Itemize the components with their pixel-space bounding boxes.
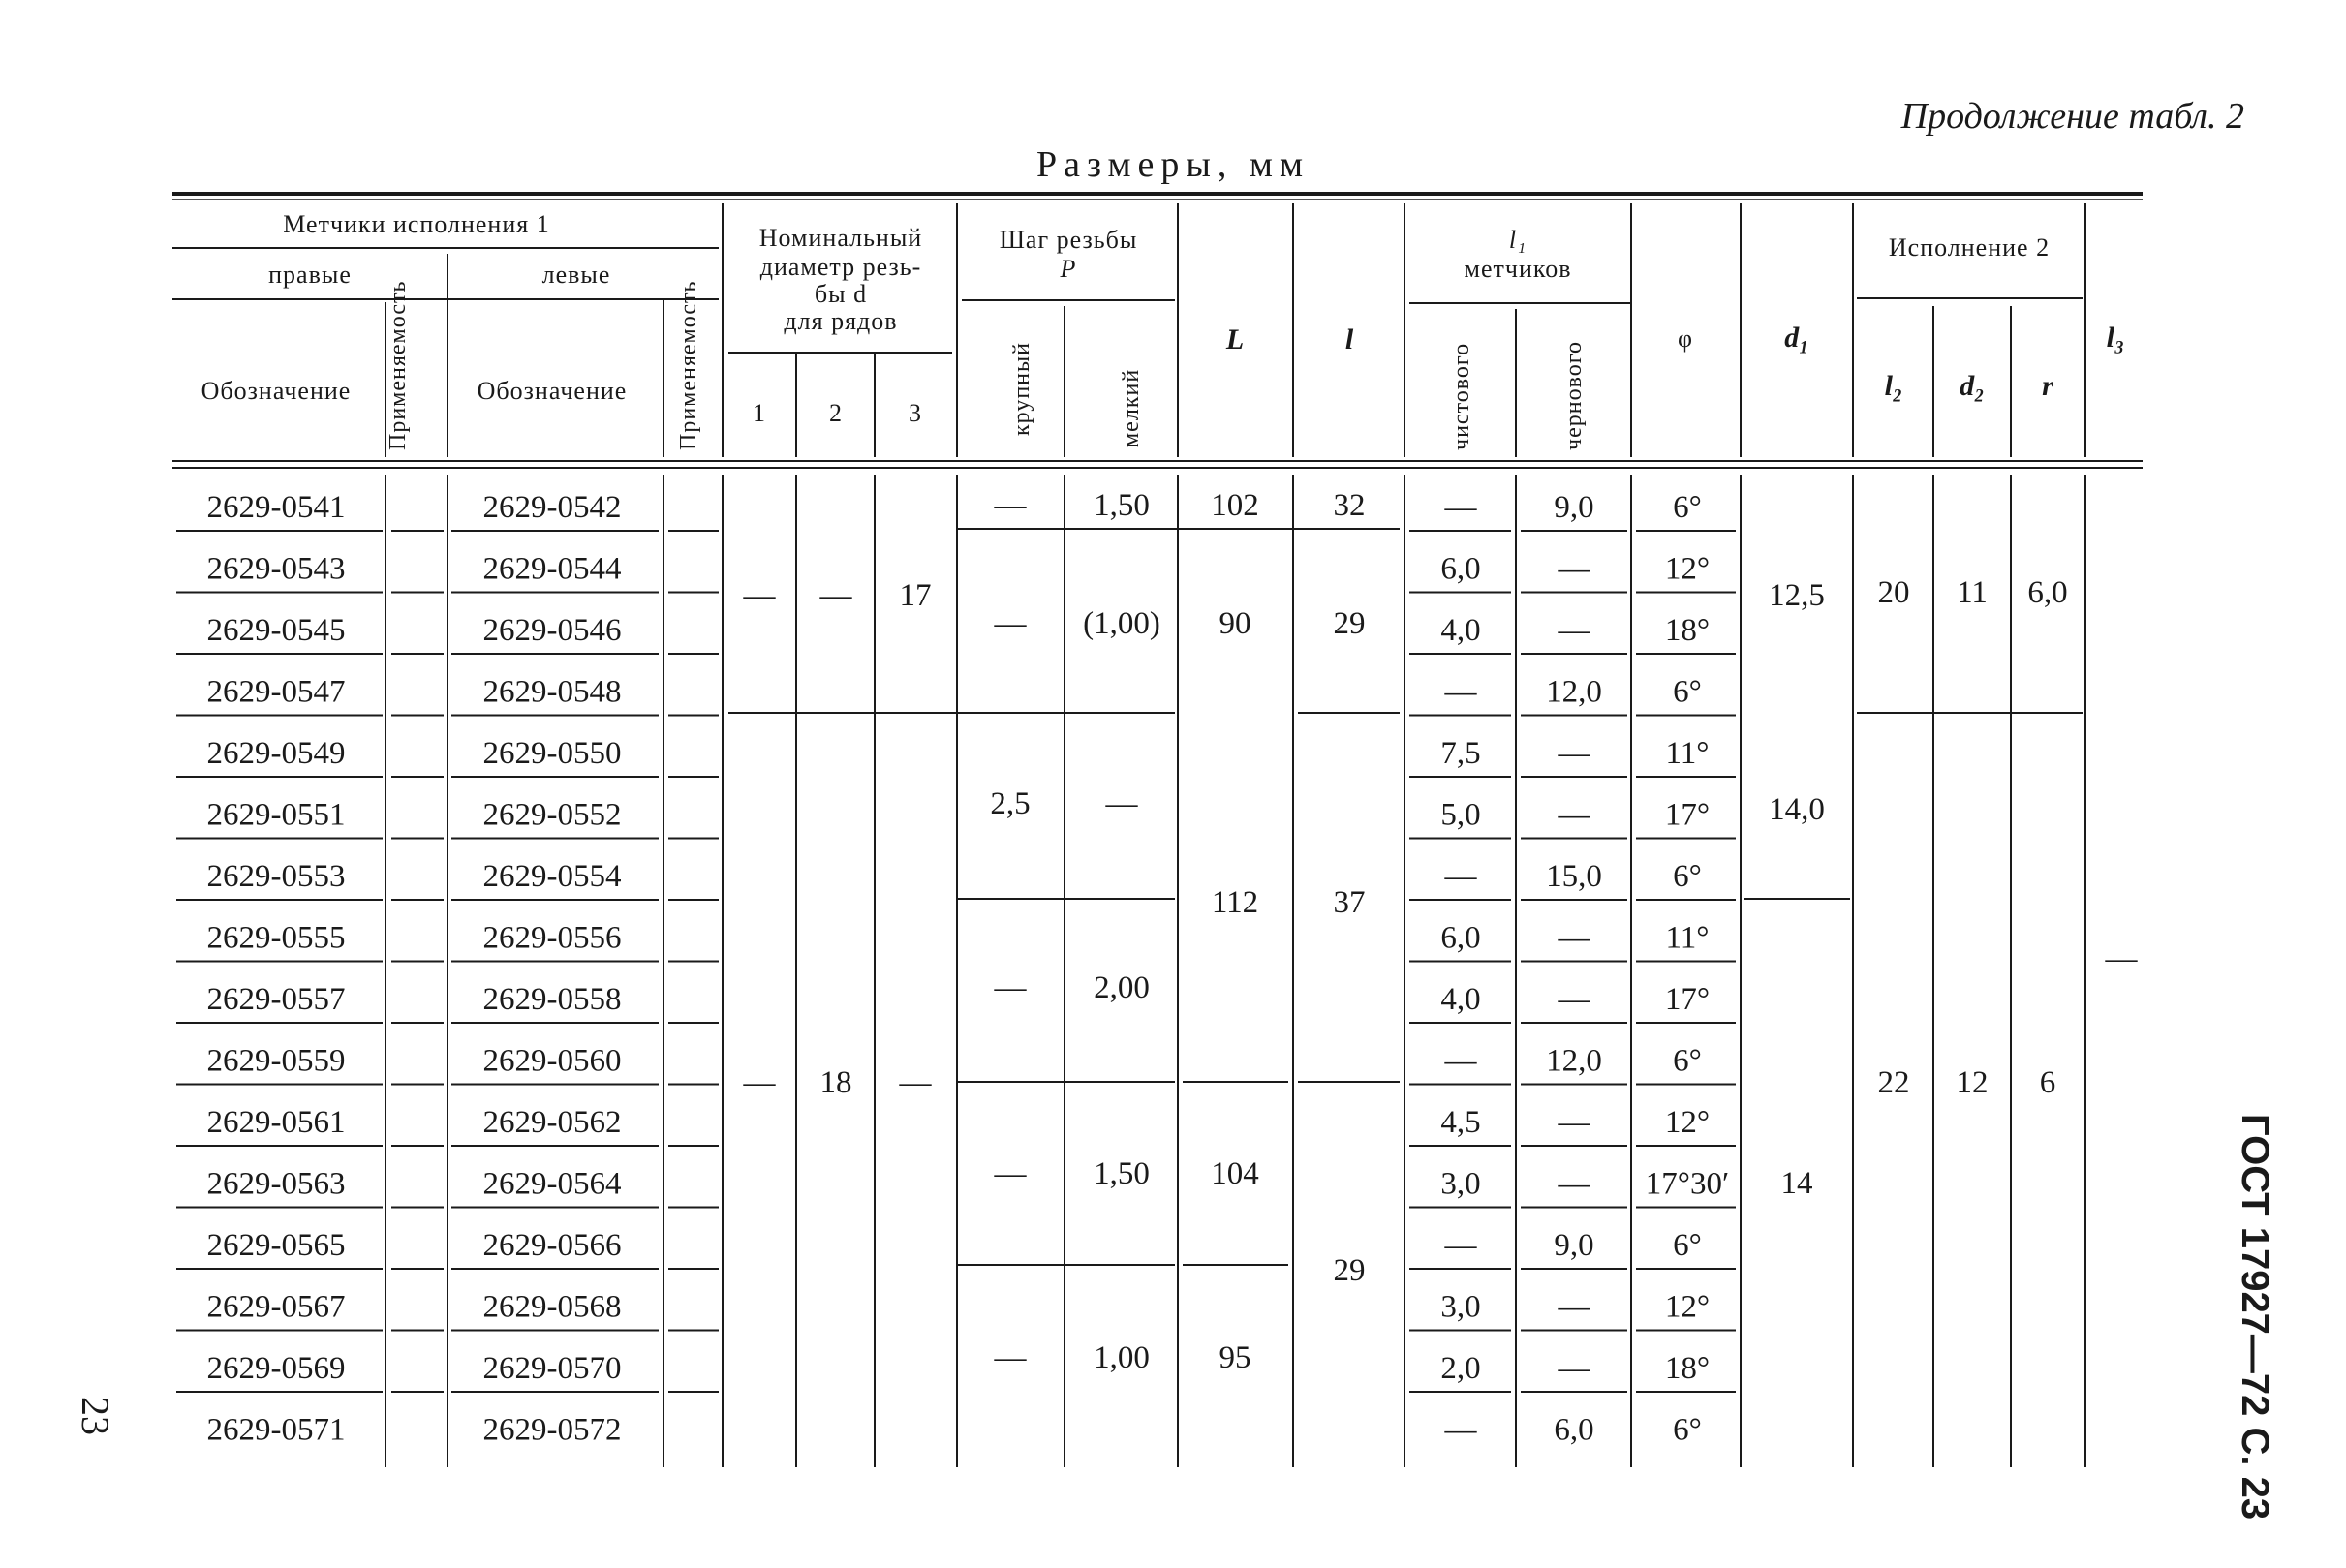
cell-l1-rough: — — [1558, 1105, 1590, 1140]
cell-phi: 17° — [1664, 982, 1711, 1017]
cell-left: 2629-0570 — [482, 1351, 622, 1386]
table-row — [207, 1351, 1711, 1386]
d2-b: 12 — [1956, 1065, 1989, 1100]
cell-phi: 6° — [1673, 490, 1702, 525]
cell-left: 2629-0562 — [482, 1105, 622, 1140]
cell-phi: 11° — [1665, 920, 1710, 956]
cell-phi: 6° — [1673, 1412, 1702, 1448]
cell-phi: 6° — [1673, 674, 1702, 710]
cell-l1-fin: 2,0 — [1440, 1351, 1481, 1386]
dia-row3-group2: — — [899, 1065, 932, 1100]
cell-l1-rough: 15,0 — [1546, 859, 1602, 894]
cell-right: 2629-0557 — [206, 982, 346, 1017]
continuation-label: Продолжение табл. 2 — [1900, 96, 2244, 137]
cell-l1-rough: — — [1558, 982, 1590, 1017]
cell-right: 2629-0553 — [206, 859, 346, 894]
table-lines — [172, 194, 2143, 1467]
cell-phi: 11° — [1665, 736, 1710, 771]
header-applicability-right: Применяемость — [386, 280, 411, 450]
l2-b: 22 — [1877, 1065, 1910, 1100]
cell-phi: 18° — [1664, 1351, 1711, 1386]
l-d: 29 — [1333, 1253, 1366, 1288]
r-a: 6,0 — [2027, 575, 2068, 610]
cell-phi: 12° — [1664, 1105, 1711, 1140]
header-fine: мелкий — [1119, 368, 1144, 447]
cell-l1-rough: — — [1558, 613, 1590, 648]
header-applicability-left: Применяемость — [676, 280, 701, 450]
cell-l1-rough: — — [1558, 1166, 1590, 1202]
cell-left: 2629-0564 — [482, 1166, 622, 1202]
cell-left: 2629-0546 — [482, 613, 622, 648]
cell-phi: 12° — [1664, 1289, 1711, 1325]
cell-l1-rough: — — [1558, 736, 1590, 771]
cell-right: 2629-0541 — [206, 490, 346, 525]
table-row — [207, 675, 1702, 710]
header-right: правые — [268, 261, 352, 289]
cell-right: 2629-0559 — [206, 1043, 346, 1079]
cell-l1-rough: 9,0 — [1554, 490, 1594, 525]
l3-value: — — [2105, 941, 2138, 976]
table-row — [207, 1167, 1730, 1202]
table-row — [207, 613, 1711, 648]
cell-right: 2629-0547 — [206, 674, 346, 710]
d1-b: 14,0 — [1769, 792, 1825, 827]
coarse-d: — — [994, 970, 1027, 1005]
cell-right: 2629-0543 — [206, 551, 346, 587]
header-coarse: крупный — [1009, 342, 1034, 436]
cell-l1-rough: — — [1558, 551, 1590, 587]
fine-e: 1,50 — [1094, 1156, 1150, 1191]
cell-l1-rough: — — [1558, 920, 1590, 956]
cell-l1-fin: 4,5 — [1440, 1105, 1481, 1140]
cell-phi: 12° — [1664, 551, 1711, 587]
cell-l1-fin: — — [1444, 1228, 1477, 1263]
cell-l1-rough: 6,0 — [1554, 1412, 1594, 1448]
cell-phi: 6° — [1673, 859, 1702, 894]
cell-right: 2629-0551 — [206, 797, 346, 833]
cell-l1-rough: — — [1558, 1289, 1590, 1325]
cell-left: 2629-0556 — [482, 920, 622, 956]
table-body — [207, 490, 1730, 1448]
header-row-1: 1 — [753, 399, 766, 427]
header-roughing: чернового — [1561, 341, 1587, 450]
header-d2: d₂ — [1960, 370, 1985, 402]
header-taps-execution-1: Метчики исполнения 1 — [283, 210, 550, 238]
fine-f: 1,00 — [1094, 1340, 1150, 1375]
cell-right: 2629-0571 — [206, 1412, 346, 1448]
cell-l1-fin: 4,0 — [1440, 613, 1481, 648]
d2-a: 11 — [1957, 575, 1988, 610]
header-execution-2: Исполнение 2 — [1888, 233, 2051, 261]
dia-row1-group1: — — [743, 578, 776, 613]
cell-left: 2629-0566 — [482, 1228, 622, 1263]
cell-left: 2629-0568 — [482, 1289, 622, 1325]
l-b: 29 — [1333, 606, 1366, 641]
cell-left: 2629-0548 — [482, 674, 622, 710]
cell-left: 2629-0554 — [482, 859, 622, 894]
table-caption: Размеры, мм — [1035, 144, 1310, 185]
cell-l1-rough: 9,0 — [1554, 1228, 1594, 1263]
l-c: 37 — [1333, 885, 1366, 920]
header-l2: l₂ — [1884, 370, 1903, 402]
cell-left: 2629-0572 — [482, 1412, 622, 1448]
header-nominal-2: диаметр резь- — [759, 253, 922, 281]
cell-left: 2629-0560 — [482, 1043, 622, 1079]
l2-a: 20 — [1877, 575, 1910, 610]
cell-right: 2629-0563 — [206, 1166, 346, 1202]
r-b: 6 — [2039, 1065, 2056, 1100]
cell-phi: 18° — [1664, 613, 1711, 648]
table-header — [201, 210, 2125, 450]
cell-left: 2629-0558 — [482, 982, 622, 1017]
header-l: l — [1344, 323, 1354, 355]
header-l3: l₃ — [2106, 322, 2125, 354]
coarse-b: — — [994, 606, 1027, 641]
cell-l1-fin: — — [1444, 674, 1477, 710]
header-d1: d₁ — [1784, 322, 1809, 354]
cell-l1-fin: 7,5 — [1440, 736, 1481, 771]
table-row — [207, 1228, 1702, 1263]
dia-row1-group2: — — [743, 1065, 776, 1100]
cell-l1-rough: 12,0 — [1546, 1043, 1602, 1079]
header-nominal-3: бы d — [814, 280, 868, 308]
table-row — [207, 798, 1711, 833]
cell-l1-fin: 5,0 — [1440, 797, 1481, 833]
coarse-a: — — [994, 488, 1027, 523]
table-row — [207, 1044, 1702, 1079]
cell-l1-rough: — — [1558, 1351, 1590, 1386]
d1-c: 14 — [1780, 1166, 1813, 1201]
coarse-f: — — [994, 1340, 1027, 1375]
header-l1: l₁ — [1508, 226, 1528, 254]
cell-l1-fin: 3,0 — [1440, 1166, 1481, 1202]
cell-phi: 6° — [1673, 1043, 1702, 1079]
cell-right: 2629-0545 — [206, 613, 346, 648]
header-r: r — [2042, 370, 2053, 402]
cell-l1-fin: — — [1444, 490, 1477, 525]
header-phi: φ — [1677, 324, 1694, 353]
header-nominal-1: Номинальный — [758, 224, 923, 252]
dia-row2-group2: 18 — [819, 1065, 852, 1100]
header-designation-right: Обозначение — [201, 377, 352, 405]
cell-l1-rough: 12,0 — [1546, 674, 1602, 710]
cell-left: 2629-0550 — [482, 736, 622, 771]
cell-right: 2629-0555 — [206, 920, 346, 956]
cell-l1-fin: — — [1444, 1412, 1477, 1448]
cell-left: 2629-0544 — [482, 551, 622, 587]
cell-l1-fin: — — [1444, 859, 1477, 894]
cell-phi: 17°30′ — [1645, 1166, 1730, 1202]
fine-d: 2,00 — [1094, 970, 1150, 1005]
dia-row2-group1: — — [819, 578, 852, 613]
header-L: L — [1225, 323, 1245, 355]
table-row — [207, 1105, 1711, 1140]
fine-b: (1,00) — [1083, 606, 1160, 641]
L-d: 104 — [1211, 1156, 1259, 1191]
d1-a: 12,5 — [1769, 578, 1825, 613]
table-row — [207, 982, 1711, 1017]
header-finishing: чистового — [1449, 342, 1474, 450]
header-row-2: 2 — [829, 399, 843, 427]
table-row — [207, 552, 1711, 587]
cell-right: 2629-0561 — [206, 1105, 346, 1140]
cell-right: 2629-0549 — [206, 736, 346, 771]
table-row — [207, 1290, 1711, 1325]
cell-l1-fin: 6,0 — [1440, 920, 1481, 956]
cell-l1-fin: 3,0 — [1440, 1289, 1481, 1325]
L-b: 90 — [1219, 606, 1251, 641]
cell-l1-rough: — — [1558, 797, 1590, 833]
table-row — [207, 1413, 1702, 1448]
coarse-c: 2,5 — [990, 786, 1031, 821]
cell-left: 2629-0552 — [482, 797, 622, 833]
cell-phi: 6° — [1673, 1228, 1702, 1263]
l-a: 32 — [1333, 488, 1366, 523]
cell-right: 2629-0567 — [206, 1289, 346, 1325]
header-pitch-1: Шаг резьбы — [999, 226, 1138, 254]
L-a: 102 — [1211, 488, 1259, 523]
gost-side-label: ГОСТ 17927—72 С. 23 — [2234, 1114, 2276, 1521]
header-nominal-4: для рядов — [784, 307, 898, 335]
table-row — [207, 859, 1702, 894]
cell-right: 2629-0569 — [206, 1351, 346, 1386]
cell-phi: 17° — [1664, 797, 1711, 833]
header-designation-left: Обозначение — [477, 377, 628, 405]
cell-l1-fin: — — [1444, 1043, 1477, 1079]
table-row — [207, 490, 1702, 525]
coarse-e: — — [994, 1156, 1027, 1191]
L-c: 112 — [1211, 885, 1259, 920]
cell-right: 2629-0565 — [206, 1228, 346, 1263]
cell-left: 2629-0542 — [482, 490, 622, 525]
L-e: 95 — [1219, 1340, 1251, 1375]
cell-l1-fin: 4,0 — [1440, 982, 1481, 1017]
header-left: левые — [541, 261, 611, 289]
fine-c: — — [1105, 786, 1138, 821]
header-row-3: 3 — [909, 399, 922, 427]
dia-row3-group1: 17 — [899, 578, 932, 613]
page-number: 23 — [74, 1397, 117, 1435]
cell-l1-fin: 6,0 — [1440, 551, 1481, 587]
fine-a: 1,50 — [1094, 488, 1150, 523]
header-l1-taps: метчиков — [1464, 255, 1572, 283]
header-pitch-2: P — [1060, 255, 1077, 283]
